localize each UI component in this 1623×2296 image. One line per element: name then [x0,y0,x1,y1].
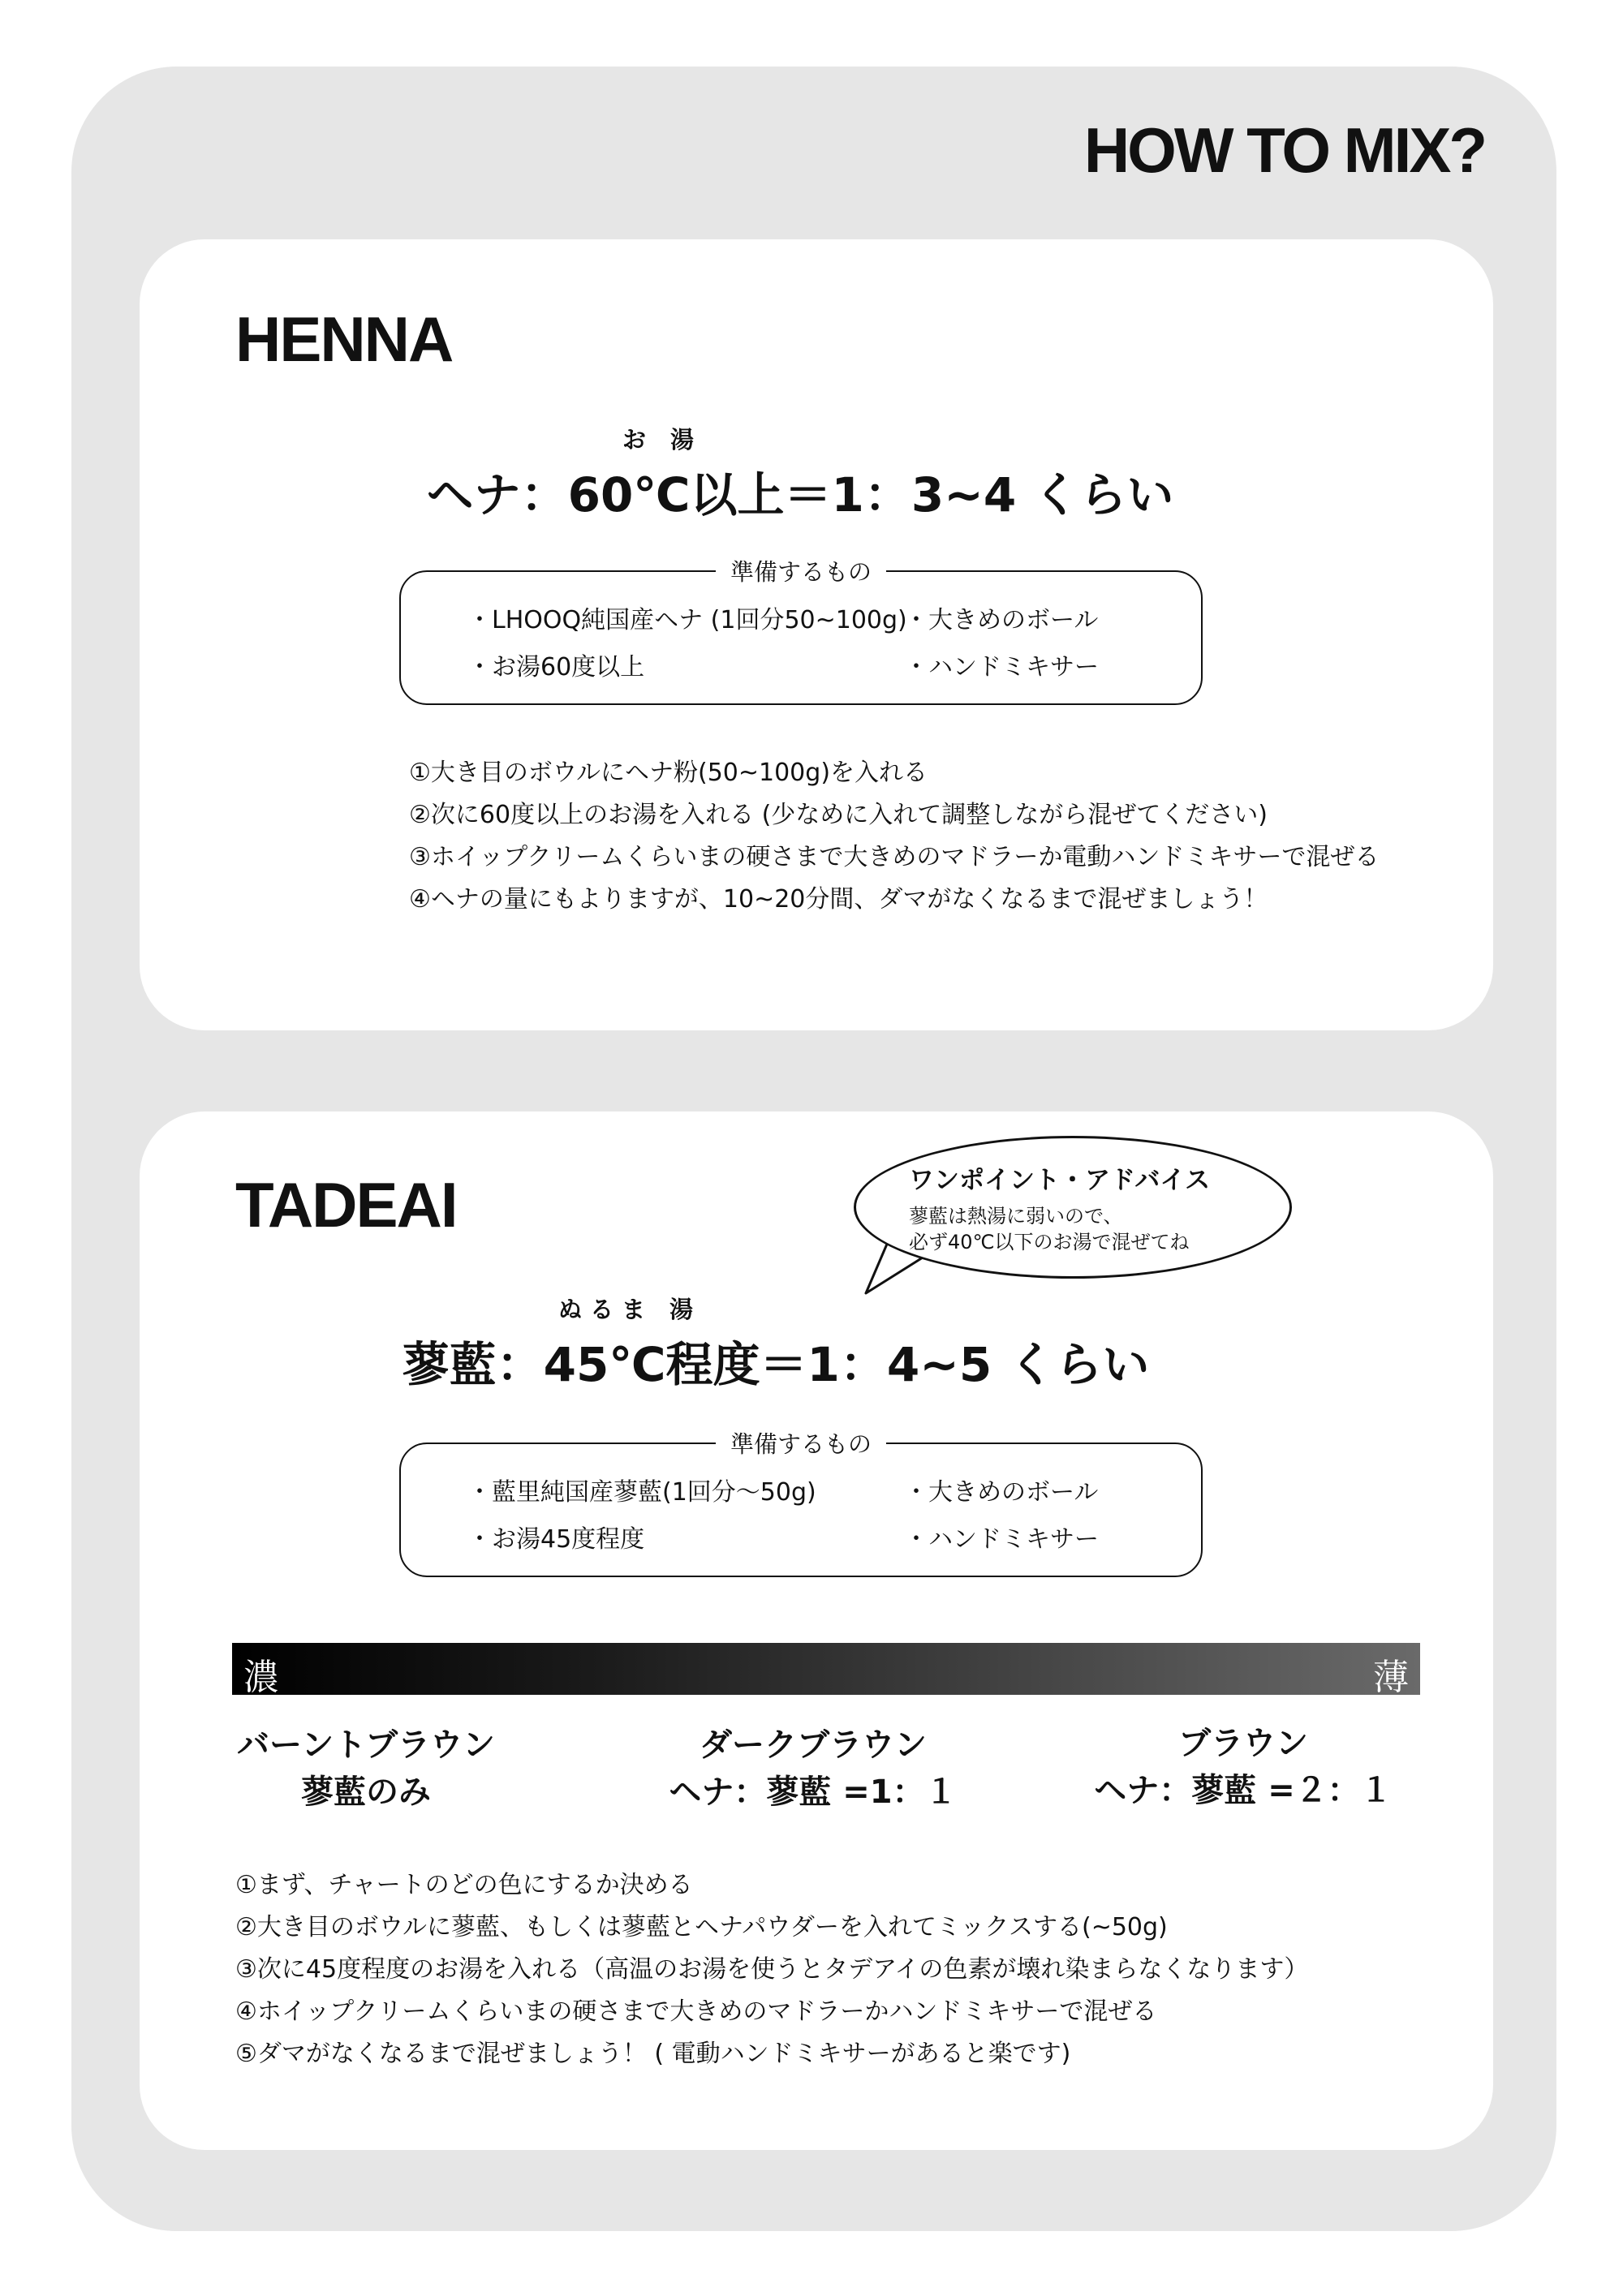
tadeai-panel [140,1111,1493,2150]
henna-step: ②次に60度以上のお湯を入れる (少なめに入れて調整しながら混ぜてください) [409,801,1268,829]
henna-supply-item: ・大きめのボール [904,606,1099,634]
tadeai-supply-item: ・ハンドミキサー [904,1525,1099,1554]
gradient-light-label: 薄 [1373,1657,1409,1698]
henna-ruby: お 湯 [622,426,703,454]
advice-text: 必ず40℃以下のお湯で混ぜてね [909,1231,1190,1253]
henna-step: ①大き目のボウルにヘナ粉(50~100g)を入れる [409,759,928,787]
henna-supply-item: ・LHOOQ純国産ヘナ (1回分50~100g) [467,606,907,634]
henna-supply-item: ・ハンドミキサー [904,653,1099,681]
advice-speech-bubble [854,1136,1292,1279]
tadeai-step: ③次に45度程度のお湯を入れる（高温のお湯を使うとタデアイの色素が壊れ染まらなくなります） [235,1955,1309,1984]
shade-brown [1081,1720,1406,1814]
shade-name: ブラウン [1178,1725,1308,1762]
shade-name: バーントブラウン [237,1726,495,1764]
tadeai-ratio-block [140,1292,1493,1395]
tadeai-supply-item: ・大きめのボール [904,1478,1099,1507]
henna-supplies-box [399,558,1203,705]
shade-mix: ヘナ：蓼藍 =２：１ [1094,1772,1393,1809]
henna-panel [140,239,1493,1030]
tadeai-step: ②大き目のボウルに蓼藍、もしくは蓼藍とヘナパウダーを入れてミックスする(~50g) [235,1913,1168,1941]
shade-gradient-bar [232,1643,1420,1698]
henna-supplies-label: 準備するもの [716,554,886,587]
advice-text: 蓼藍は熱湯に弱いので、 [909,1205,1123,1228]
shade-dark-brown [651,1722,975,1816]
gradient-dark-label: 濃 [243,1657,279,1698]
tadeai-supplies-label: 準備するもの [716,1426,886,1460]
advice-title: ワンポイント・アドバイス [909,1166,1211,1195]
henna-title: HENNA [235,303,453,375]
shade-mix: 蓼藍のみ [301,1774,431,1811]
henna-steps [409,752,1379,921]
tadeai-ruby: ぬるま 湯 [558,1296,702,1323]
henna-ratio-block [140,422,1493,525]
tadeai-steps [235,1864,1308,2075]
tadeai-step: ①まず、チャートのどの色にするか決める [235,1871,693,1899]
henna-step: ③ホイップクリームくらいまの硬さまで大きめのマドラーか電動ハンドミキサーで混ぜる [409,843,1380,871]
henna-step: ④ヘナの量にもよりますが、10~20分間、ダマがなくなるまで混ぜましょう！ [409,885,1268,914]
tadeai-step: ⑤ダマがなくなるまで混ぜましょう！ ( 電動ハンドミキサーがあると楽です) [235,2040,1071,2068]
shade-burnt-brown [232,1722,500,1816]
page-title: HOW TO MIX? [1083,114,1485,186]
henna-supply-item: ・お湯60度以上 [467,653,645,681]
tadeai-supply-item: ・お湯45度程度 [467,1525,645,1554]
shade-name: ダークブラウン [700,1726,927,1764]
tadeai-supplies-box [399,1430,1203,1577]
tadeai-title: TADEAI [235,1169,457,1240]
henna-ratio: ヘナ：60℃以上＝1：3~4 くらい [426,467,1174,522]
tadeai-ratio: 蓼藍：45℃程度＝1：4~5 くらい [402,1337,1150,1392]
shade-mix: ヘナ：蓼藍 =1：１ [669,1774,958,1811]
tadeai-supply-item: ・藍里純国産蓼藍(1回分～50g) [467,1478,816,1507]
tadeai-step: ④ホイップクリームくらいまの硬さまで大きめのマドラーかハンドミキサーで混ぜる [235,1997,1157,2026]
